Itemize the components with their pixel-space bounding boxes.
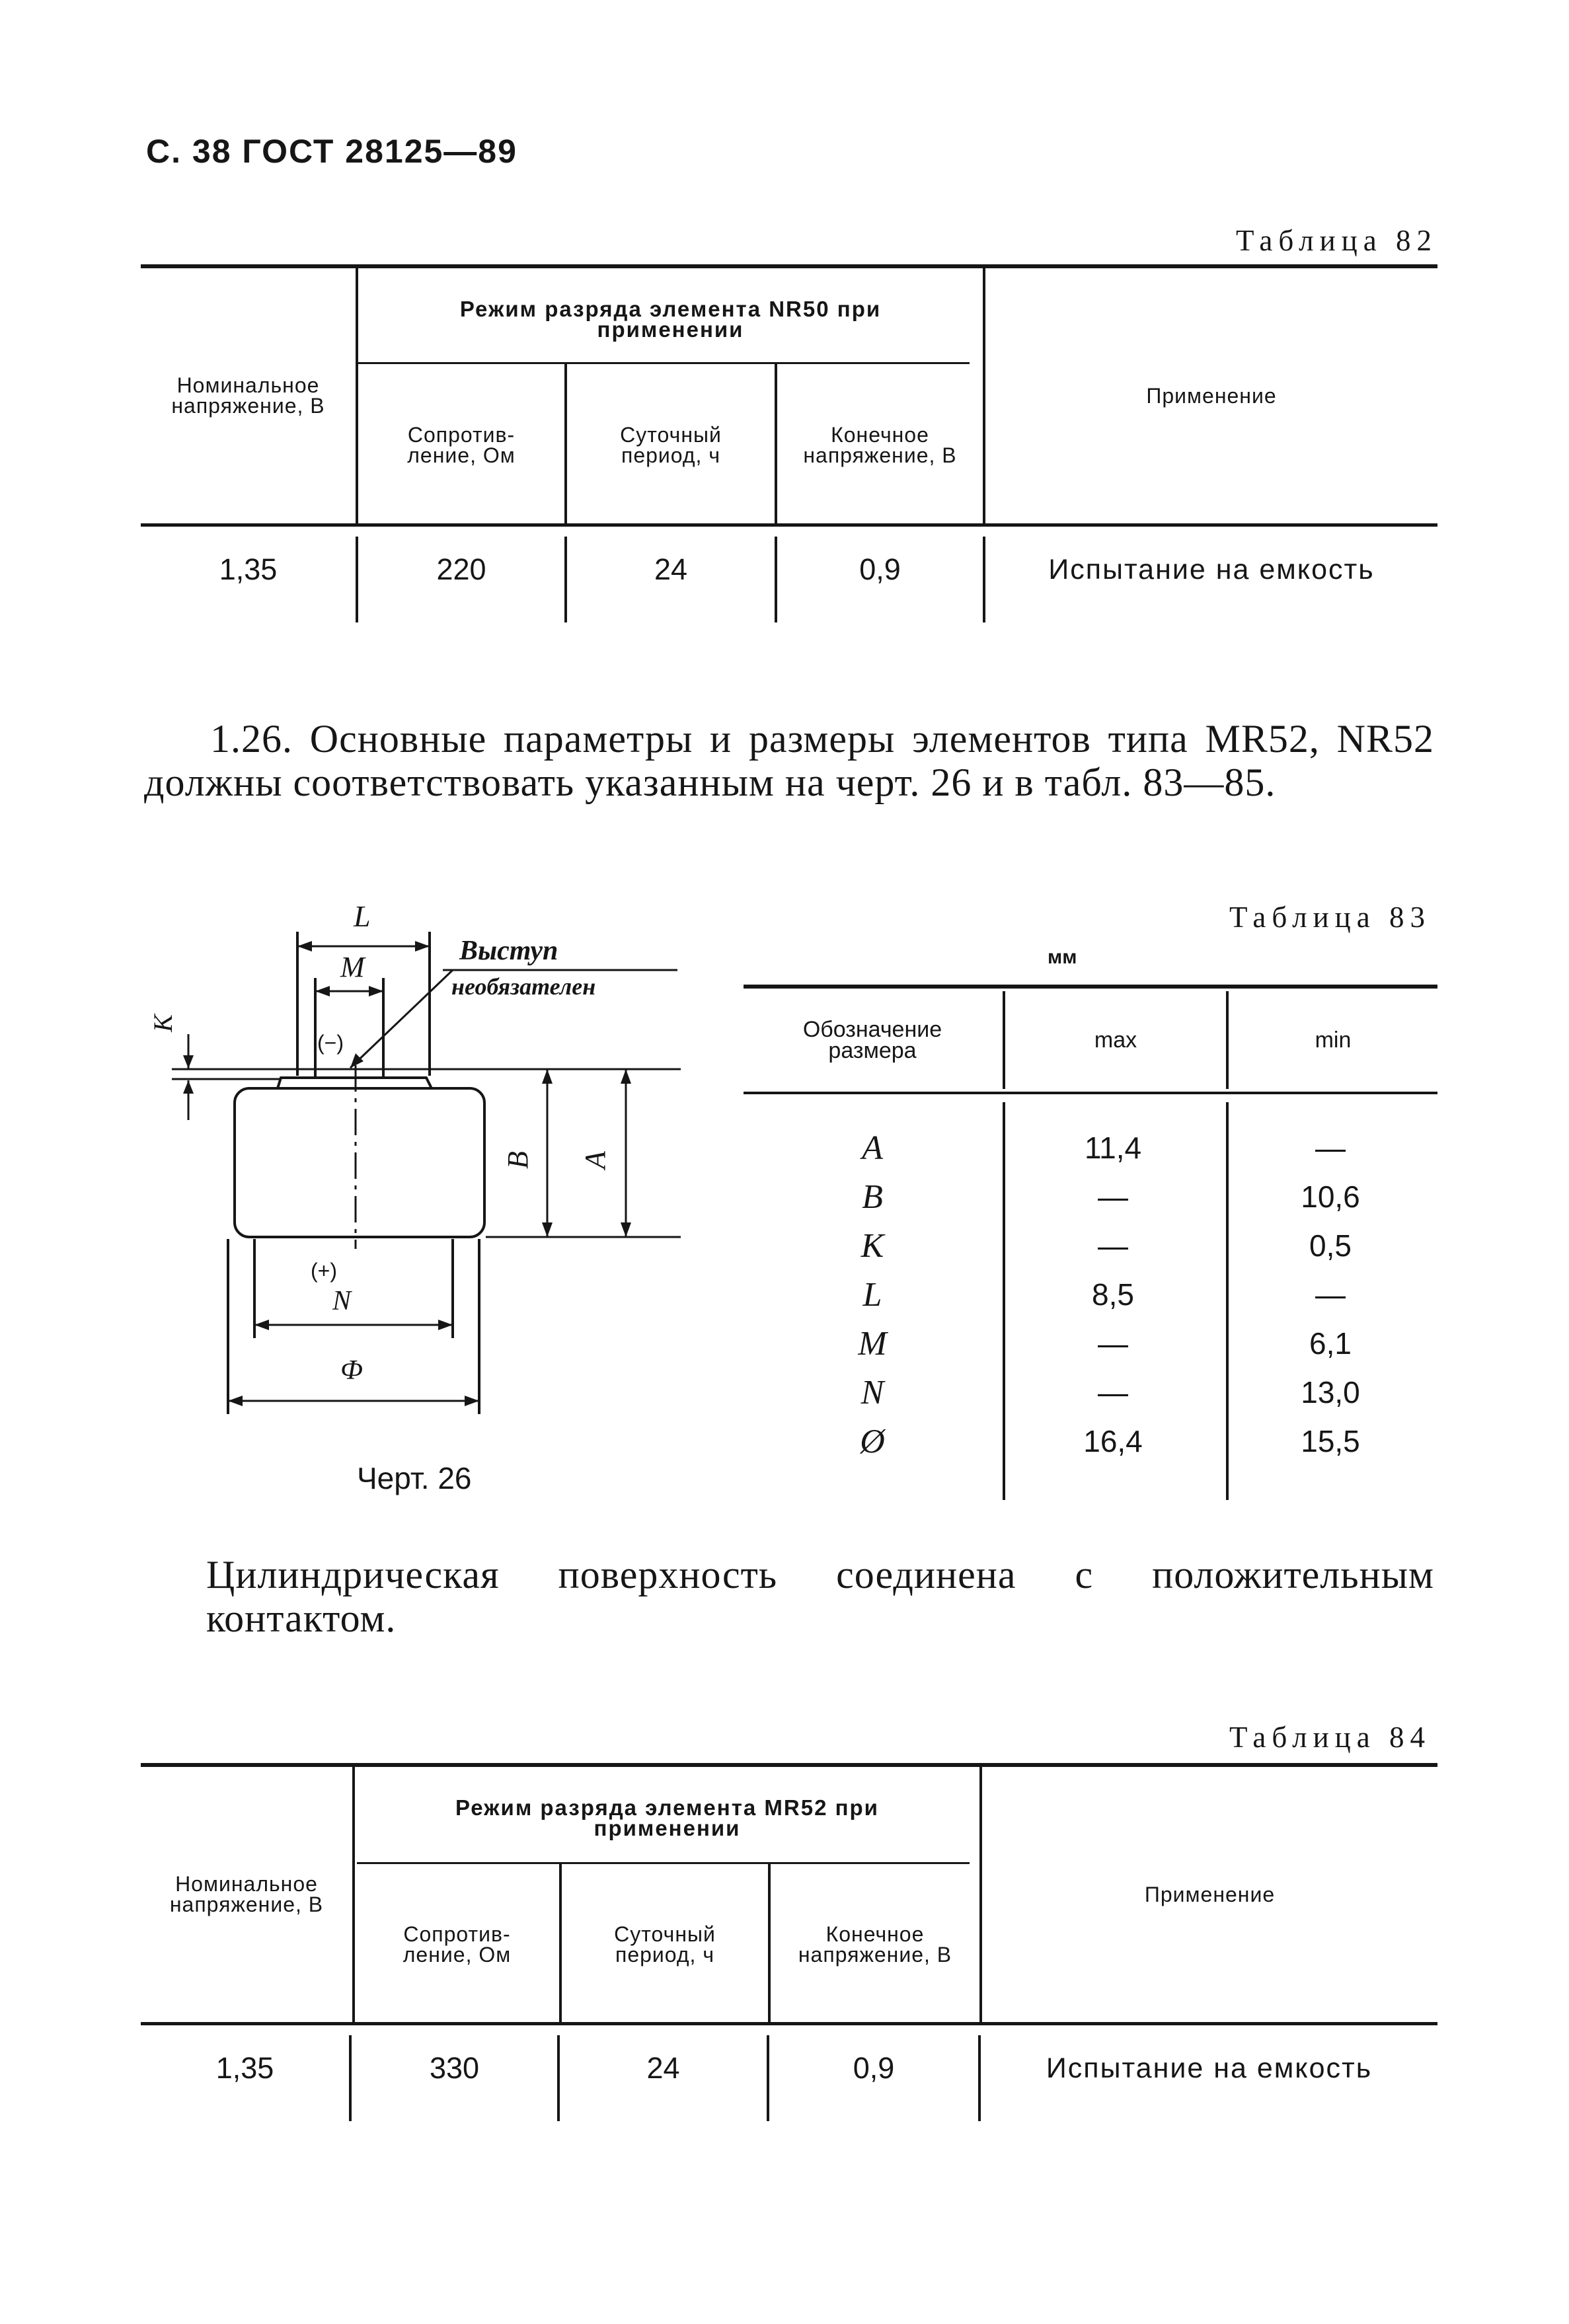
cell-symbol: K [861, 1226, 884, 1265]
table-83-caption: Таблица 83 [1229, 901, 1431, 934]
paragraph-1-26: 1.26. Основные параметры и размеры элементов типа MR52, NR52 должны соответствовать указанным на черт. 26 и в табл. 83—85. [144, 717, 1434, 804]
note-optional: необязателен [451, 973, 596, 1000]
page-header: С. 38 ГОСТ 28125—89 [146, 133, 517, 170]
header-end-voltage: Конечное напряжение, В [803, 422, 957, 467]
table-row [744, 1417, 1436, 1466]
cell-min: 10,6 [1301, 1180, 1360, 1214]
header-resistance: Сопротив-ление, Ом [402, 1922, 512, 1967]
table-83-unit: мм [1048, 946, 1077, 968]
cell-symbol: L [862, 1275, 882, 1314]
drawing-26 [147, 892, 697, 1495]
header-daily-period: Суточный период, ч [614, 1922, 716, 1967]
cell-min: 15,5 [1301, 1424, 1360, 1458]
cell-symbol: N [861, 1373, 884, 1411]
header-discharge-mode: Режим разряда элемента NR50 при применении [459, 296, 882, 342]
cell-min: — [1315, 1131, 1346, 1165]
table-row [744, 1123, 1436, 1172]
group-underline [357, 1862, 970, 1864]
header-nominal-voltage: Номинальное напряжение, В [171, 373, 325, 418]
label-A: A [578, 1151, 611, 1169]
table-row [744, 1221, 1436, 1270]
cell-daily-period: 24 [654, 552, 688, 586]
header-designation: Обозначение размера [802, 1017, 942, 1063]
plus-terminal-label: (+) [311, 1259, 337, 1283]
header-max: max [1094, 1028, 1137, 1053]
label-B: B [501, 1151, 534, 1169]
label-L: L [354, 899, 371, 933]
element-outline-drawing [149, 892, 697, 1487]
cell-nominal-voltage: 1,35 [215, 2051, 274, 2085]
table-row [744, 1270, 1436, 1319]
cell-min: 6,1 [1309, 1326, 1352, 1361]
cell-min: 13,0 [1301, 1375, 1360, 1409]
table-row [744, 1172, 1436, 1221]
cell-max: 16,4 [1083, 1424, 1143, 1458]
header-daily-period: Суточный период, ч [620, 422, 722, 467]
header-end-voltage: Конечное напряжение, В [798, 1922, 952, 1967]
header-resistance: Сопротив-ление, Ом [407, 422, 516, 467]
cell-end-voltage: 0,9 [853, 2051, 895, 2085]
element-body-outline [235, 1088, 484, 1237]
drawing-caption: Черт. 26 [357, 1461, 472, 1495]
cell-symbol: A [862, 1129, 883, 1167]
paragraph-surface: Цилиндрическая поверхность соединена с положительным контактом. [206, 1553, 1434, 1640]
cell-resistance: 330 [429, 2051, 480, 2085]
header-bottom-rule [744, 1092, 1437, 1094]
cell-symbol: B [862, 1178, 883, 1216]
header-discharge-mode: Режим разряда элемента MR52 при применении [455, 1795, 879, 1840]
header-nominal-voltage: Номинальное напряжение, В [169, 1872, 324, 1916]
cell-daily-period: 24 [646, 2051, 680, 2085]
cell-purpose: Испытание на емкость [1046, 2052, 1373, 2084]
cell-max: — [1098, 1228, 1128, 1263]
cell-max: 11,4 [1084, 1131, 1142, 1165]
header-purpose: Применение [1146, 383, 1277, 408]
group-underline [357, 362, 970, 364]
cell-max: — [1098, 1180, 1128, 1214]
cell-min: — [1315, 1277, 1346, 1312]
table-82-caption: Таблица 82 [1236, 224, 1437, 257]
table-row [744, 1368, 1436, 1417]
cell-symbol: M [858, 1324, 887, 1363]
table-84-caption: Таблица 84 [1229, 1721, 1431, 1754]
minus-terminal-label: (−) [317, 1031, 344, 1055]
cell-max: — [1098, 1326, 1128, 1361]
header-bottom-rule [141, 2022, 1437, 2025]
cell-min: 0,5 [1309, 1228, 1352, 1263]
header-min: min [1315, 1028, 1352, 1053]
cell-nominal-voltage: 1,35 [219, 552, 278, 586]
note-protrusion: Выступ [459, 936, 558, 966]
table-row [744, 1319, 1436, 1368]
label-K: K [147, 1014, 178, 1032]
label-N: N [332, 1286, 352, 1316]
header-purpose: Применение [1144, 1882, 1276, 1906]
cell-max: — [1098, 1375, 1128, 1409]
cell-resistance: 220 [436, 552, 486, 586]
cell-purpose: Испытание на емкость [1048, 553, 1375, 585]
note-leader-line [350, 970, 453, 1068]
cell-max: 8,5 [1092, 1277, 1134, 1312]
label-M: M [340, 951, 365, 983]
label-phi: Ф [340, 1355, 363, 1386]
header-bottom-rule [141, 523, 1437, 527]
cell-symbol: Ø [860, 1422, 885, 1460]
cell-end-voltage: 0,9 [859, 552, 901, 586]
